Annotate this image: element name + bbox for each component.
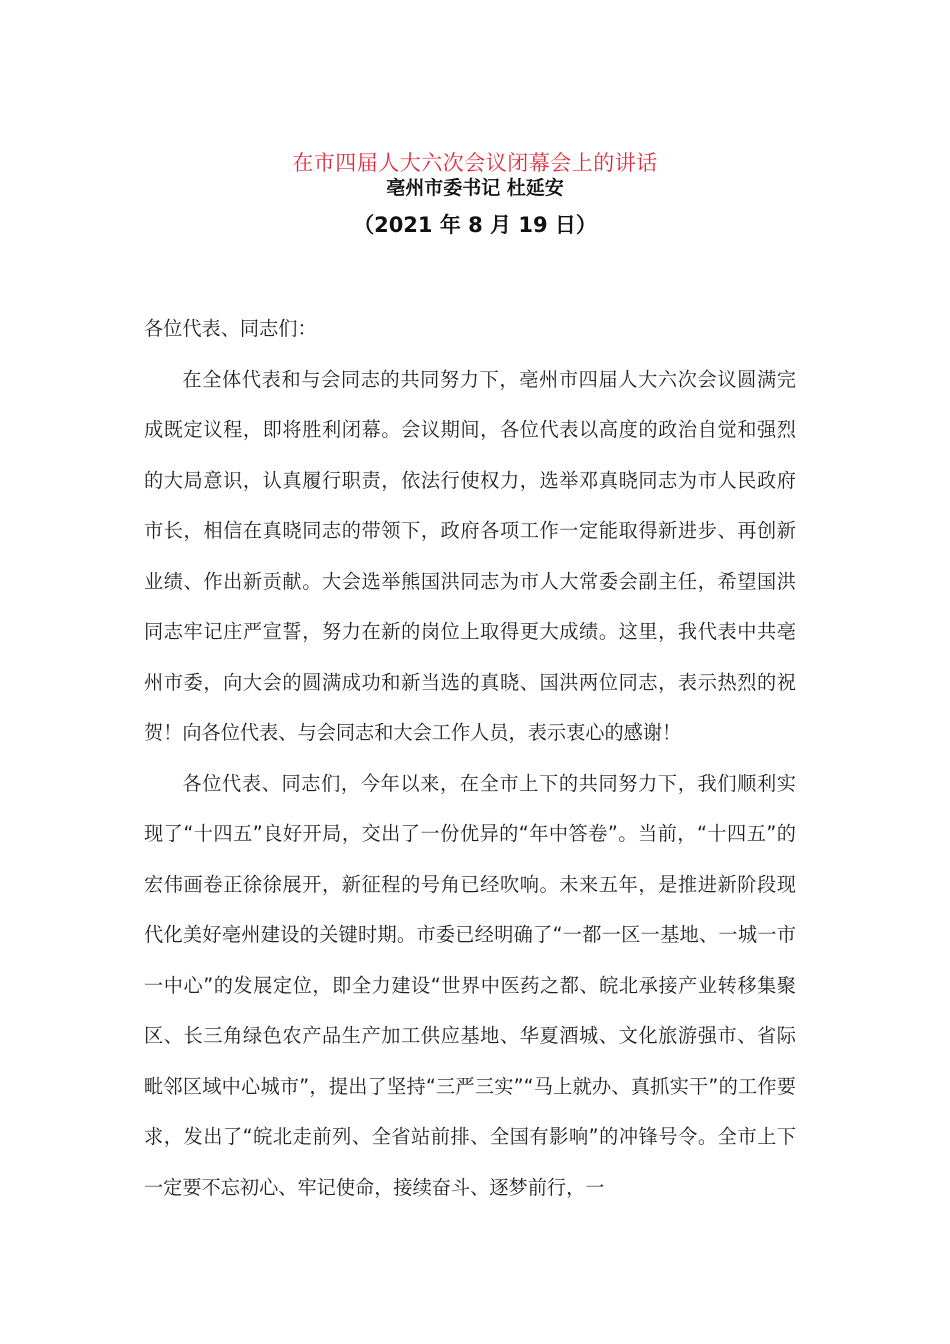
document-byline: 亳州市委书记 杜延安 [386,177,564,199]
paragraph: 各位代表、同志们，今年以来，在全市上下的共同努力下，我们顺利实现了“十四五”良好开局，交出了一份优异的“年中答卷”。当前，“十四五”的宏伟画卷正徐徐展开，新征程的号角已经吹响。未来五年，是推进新阶段现代化美好亳州建设的关键时期。市委已经明确了“一都一区一基地、一城一市一中心”的发展定位，即全力建设“世界中医药之都、皖北承接产业转移集聚区、长三角绿色农产品生产加工供应基地、华夏酒城、文化旅游强市、省际毗邻区域中心城市”，提出了坚持“三严三实”“马上就办、真抓实干”的工作要求，发出了“皖北走前列、全省站前排、全国有影响”的冲锋号令。全市上下一定要不忘初心、牢记使命，接续奋斗、逐梦前行，一 [144,771,796,1199]
document-date: （2021 年 8 月 19 日） [353,213,597,237]
document-title: 在市四届人大六次会议闭幕会上的讲话 [292,151,658,175]
document-body [144,304,796,1213]
paragraph: 在全体代表和与会同志的共同努力下，亳州市四届人大六次会议圆满完成既定议程，即将胜利闭幕。会议期间，各位代表以高度的政治自觉和强烈的大局意识，认真履行职责，依法行使权力，选举邓真晓同志为市人民政府市长，相信在真晓同志的带领下，政府各项工作一定能取得新进步、再创新业绩、作出新贡献。大会选举熊国洪同志为市人大常委会副主任，希望国洪同志牢记庄严宣誓，努力在新的岗位上取得更大成绩。这里，我代表中共亳州市委，向大会的圆满成功和新当选的真晓、国洪两位同志，表示热烈的祝贺！向各位代表、与会同志和大会工作人员，表示衷心的感谢！ [144,367,796,744]
salutation: 各位代表、同志们： [144,317,317,340]
